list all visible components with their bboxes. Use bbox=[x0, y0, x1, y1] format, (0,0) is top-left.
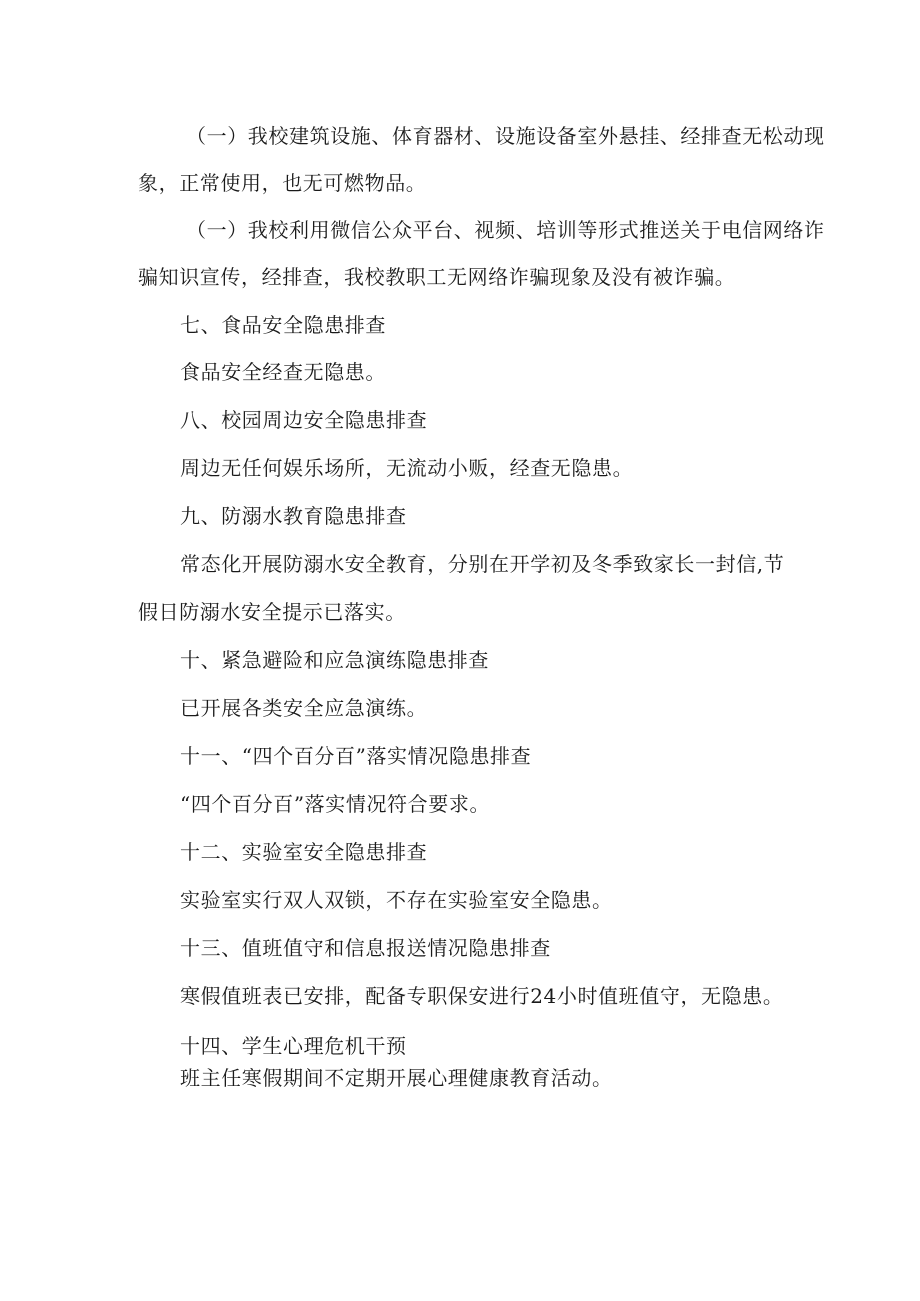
paragraph-line: 实验室实行双人双锁，不存在实验室安全隐患。 bbox=[180, 888, 613, 912]
section-heading: 十三、值班值守和信息报送情况隐患排查 bbox=[180, 936, 551, 960]
paragraph-line: 象，正常使用，也无可燃物品。 bbox=[138, 171, 427, 195]
paragraph-line: （一）我校建筑设施、体育器材、设施设备室外悬挂、经排查无松动现 bbox=[186, 124, 825, 148]
section-heading: 十四、学生心理危机干预 bbox=[180, 1034, 407, 1058]
paragraph-line: 班主任寒假期间不定期开展心理健康教育活动。 bbox=[180, 1066, 613, 1090]
paragraph-line: 寒假值班表已安排，配备专职保安进行24小时值班值守，无隐患。 bbox=[180, 984, 784, 1008]
paragraph-line: （一）我校利用微信公众平台、视频、培训等形式推送关于电信网络诈 bbox=[186, 218, 825, 242]
section-heading: 七、食品安全隐患排查 bbox=[180, 313, 386, 337]
section-heading: 十、紧急避险和应急演练隐患排查 bbox=[180, 648, 489, 672]
paragraph-line: 骗知识宣传，经排查，我校教职工无网络诈骗现象及没有被诈骗。 bbox=[138, 265, 736, 289]
paragraph-line: 周边无任何娱乐场所，无流动小贩，经查无隐患。 bbox=[180, 456, 634, 480]
paragraph-line: 食品安全经查无隐患。 bbox=[180, 360, 386, 384]
section-heading: 八、校园周边安全隐患排查 bbox=[180, 408, 428, 432]
section-heading: 九、防溺水教育隐患排查 bbox=[180, 504, 407, 528]
paragraph-line: 常态化开展防溺水安全教育，分别在开学初及冬季致家长一封信,节 bbox=[180, 552, 785, 576]
section-heading: 十一、“四个百分百”落实情况隐患排查 bbox=[180, 744, 532, 768]
paragraph-line: 已开展各类安全应急演练。 bbox=[180, 696, 428, 720]
paragraph-line: “四个百分百”落实情况符合要求。 bbox=[180, 792, 491, 816]
paragraph-line: 假日防溺水安全提示已落实。 bbox=[138, 600, 406, 624]
section-heading: 十二、实验室安全隐患排查 bbox=[180, 840, 428, 864]
